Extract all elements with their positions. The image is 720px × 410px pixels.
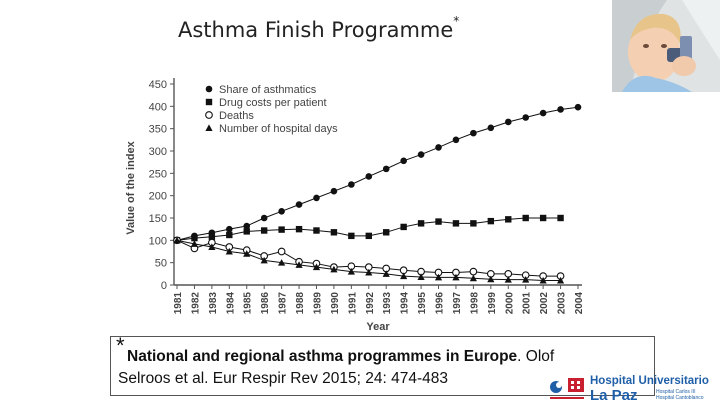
x-tick-label: 1990 bbox=[329, 292, 341, 315]
y-tick-label: 250 bbox=[148, 168, 167, 181]
data-point bbox=[383, 166, 390, 173]
legend-marker bbox=[206, 99, 212, 105]
data-point bbox=[348, 181, 355, 188]
x-tick-label: 1988 bbox=[295, 292, 307, 315]
data-point bbox=[435, 218, 441, 224]
data-point bbox=[383, 229, 389, 235]
x-tick-label: 1981 bbox=[173, 292, 184, 315]
y-tick-label: 200 bbox=[148, 190, 167, 203]
x-tick-label: 1998 bbox=[469, 292, 481, 315]
data-point bbox=[522, 114, 529, 121]
data-point bbox=[278, 208, 285, 215]
data-point bbox=[313, 195, 320, 202]
hospital-sub-names: Hospital Carlos III Hospital Cantoblanco bbox=[656, 389, 704, 401]
legend-label: Drug costs per patient bbox=[219, 97, 327, 109]
slide-title bbox=[178, 14, 460, 42]
x-tick-label: 2003 bbox=[556, 292, 568, 315]
data-point bbox=[488, 218, 494, 224]
data-point bbox=[505, 119, 512, 126]
data-point bbox=[418, 151, 425, 158]
reference-line-1 bbox=[127, 348, 554, 366]
data-point bbox=[296, 226, 302, 232]
x-tick-label: 1982 bbox=[190, 292, 202, 315]
data-point bbox=[331, 188, 338, 195]
x-tick-label: 1984 bbox=[225, 292, 237, 315]
legend-marker bbox=[206, 112, 213, 119]
x-tick-label: 1997 bbox=[451, 292, 463, 315]
data-point bbox=[348, 233, 354, 239]
x-tick-label: 1983 bbox=[207, 292, 219, 315]
y-tick-label: 300 bbox=[148, 146, 167, 158]
data-point bbox=[505, 216, 511, 222]
data-point bbox=[522, 215, 528, 221]
data-point bbox=[575, 104, 582, 111]
x-tick-label: 2002 bbox=[539, 292, 551, 315]
y-tick-label: 0 bbox=[160, 280, 167, 292]
hospital-name-large: La Paz bbox=[590, 387, 638, 404]
data-point bbox=[366, 233, 372, 239]
data-point bbox=[418, 220, 424, 226]
data-point bbox=[278, 248, 285, 255]
legend-marker bbox=[206, 86, 213, 93]
data-point bbox=[296, 201, 303, 208]
x-tick-label: 1991 bbox=[347, 292, 359, 315]
legend-marker bbox=[205, 124, 212, 131]
hospital-logo bbox=[548, 374, 720, 405]
data-point bbox=[488, 124, 495, 131]
x-tick-label: 1993 bbox=[382, 292, 394, 315]
data-point bbox=[261, 215, 268, 222]
data-point bbox=[365, 173, 372, 180]
hospital-logo-icon bbox=[548, 374, 588, 405]
data-point bbox=[540, 110, 547, 117]
y-tick-label: 400 bbox=[148, 101, 167, 114]
x-tick-label: 1987 bbox=[277, 292, 289, 315]
x-tick-label: 1989 bbox=[312, 292, 324, 315]
reference-title: National and regional asthma programmes in Europe bbox=[127, 348, 518, 365]
legend-label: Share of asthmatics bbox=[219, 84, 317, 96]
x-tick-label: 1992 bbox=[364, 292, 376, 315]
data-point bbox=[400, 224, 406, 230]
data-point bbox=[226, 226, 233, 233]
index-line-chart bbox=[118, 76, 598, 336]
data-point bbox=[244, 228, 250, 234]
x-tick-label: 1995 bbox=[417, 292, 429, 315]
data-point bbox=[278, 226, 284, 232]
legend-label: Number of hospital days bbox=[219, 123, 338, 135]
y-tick-label: 450 bbox=[148, 79, 167, 91]
slide-title-text: Asthma Finish Programme bbox=[178, 18, 454, 42]
y-tick-label: 50 bbox=[154, 257, 167, 270]
legend-label: Deaths bbox=[219, 110, 254, 122]
data-point bbox=[540, 215, 546, 221]
data-point bbox=[261, 227, 267, 233]
data-point bbox=[453, 137, 460, 144]
x-tick-label: 2004 bbox=[574, 292, 585, 315]
reference-line-2: Selroos et al. Eur Respir Rev 2015; 24: 474-483 bbox=[118, 370, 448, 387]
x-tick-label: 2000 bbox=[504, 292, 516, 315]
data-point bbox=[470, 268, 477, 275]
x-tick-label: 1986 bbox=[260, 292, 272, 315]
y-tick-label: 150 bbox=[148, 213, 167, 225]
y-tick-label: 100 bbox=[148, 235, 167, 248]
footnote-mark: * bbox=[453, 14, 460, 28]
reference-author: . Olof bbox=[517, 348, 555, 365]
data-point bbox=[557, 215, 563, 221]
data-point bbox=[400, 158, 407, 165]
hospital-name: Hospital Universitario bbox=[590, 375, 709, 387]
x-tick-label: 1985 bbox=[242, 292, 254, 315]
x-tick-label: 1996 bbox=[434, 292, 446, 315]
data-point bbox=[470, 130, 477, 137]
x-tick-label: 2001 bbox=[521, 292, 533, 315]
data-point bbox=[453, 220, 459, 226]
y-tick-label: 350 bbox=[148, 123, 167, 136]
x-tick-label: 1999 bbox=[486, 292, 498, 315]
data-point bbox=[435, 144, 442, 151]
x-axis-title: Year bbox=[366, 321, 390, 333]
data-point bbox=[470, 220, 476, 226]
data-point bbox=[313, 227, 319, 233]
data-point bbox=[557, 106, 564, 113]
baby-inhaler-photo bbox=[612, 0, 720, 92]
data-point bbox=[226, 232, 232, 238]
reference-star: * bbox=[116, 333, 125, 358]
y-axis-title: Value of the index bbox=[125, 141, 137, 235]
x-tick-label: 1994 bbox=[399, 292, 411, 315]
data-point bbox=[331, 229, 337, 235]
